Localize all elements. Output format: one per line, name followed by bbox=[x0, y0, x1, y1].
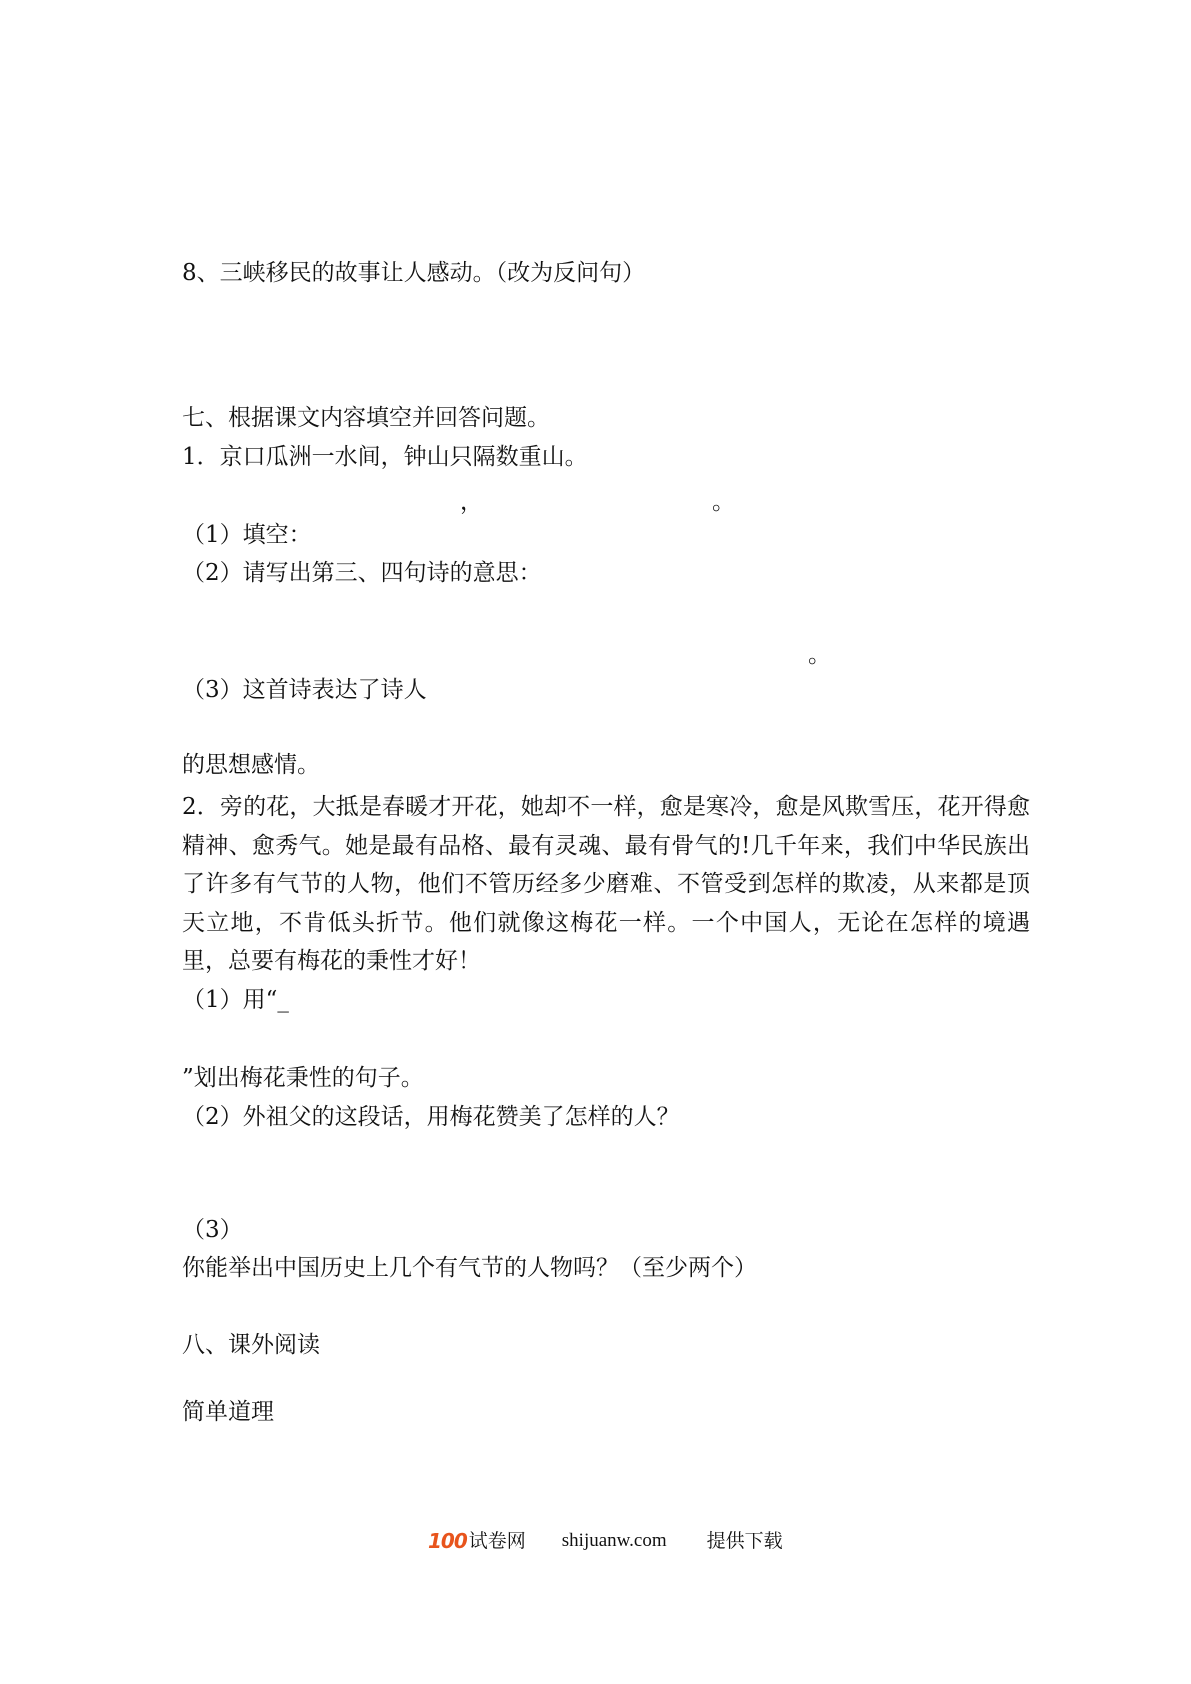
section-8-heading: 八、课外阅读 bbox=[182, 1332, 320, 1358]
q1-sub1: （1）填空： bbox=[182, 522, 312, 548]
blank-period: 。 bbox=[712, 489, 735, 515]
blank-comma: ， bbox=[460, 489, 483, 515]
q2-sub3-text: 你能举出中国历史上几个有气节的人物吗？（至少两个） bbox=[182, 1255, 757, 1281]
q2-sub1-start: （1）用“_ bbox=[182, 987, 289, 1013]
q1-sub3-end: 的思想感情。 bbox=[182, 752, 320, 778]
footer-brand: 试卷网 bbox=[468, 1530, 526, 1552]
q1-sub2: （2）请写出第三、四句诗的意思： bbox=[182, 560, 542, 586]
sub2-period: 。 bbox=[808, 642, 831, 668]
reading-title: 简单道理 bbox=[182, 1399, 274, 1425]
q2-passage: 2．旁的花，大抵是春暖才开花，她却不一样，愈是寒冷，愈是风欺雪压，花开得愈精神、愈秀气。她是最有品格、最有灵魂、最有骨气的!几千年来，我们中华民族出了许多有气节的人物，他们不管历经多少磨难、不管受到怎样的欺凌，从来都是顶天立地，不肯低头折节。他们就像这梅花一样。一个中国人，无论在怎样的境遇里，总要有梅花的秉性才好！ bbox=[182, 794, 1030, 974]
poem-line: 1．京口瓜洲一水间，钟山只隔数重山。 bbox=[182, 444, 588, 470]
q2-sub1-end: ”划出梅花秉性的句子。 bbox=[182, 1065, 424, 1091]
question-8: 8、三峡移民的故事让人感动。（改为反问句） bbox=[182, 260, 646, 286]
section-7-heading: 七、根据课文内容填空并回答问题。 bbox=[182, 405, 550, 431]
page-footer bbox=[428, 1528, 783, 1554]
q2-sub2: （2）外祖父的这段话，用梅花赞美了怎样的人？ bbox=[182, 1104, 680, 1130]
q2-sub3-label: （3） bbox=[182, 1217, 243, 1243]
footer-provide: 提供下载 bbox=[706, 1530, 783, 1552]
q1-sub3: （3）这首诗表达了诗人 bbox=[182, 677, 427, 703]
site-logo: 100 bbox=[428, 1529, 467, 1553]
footer-site-link[interactable]: shijuanw.com bbox=[561, 1530, 667, 1551]
